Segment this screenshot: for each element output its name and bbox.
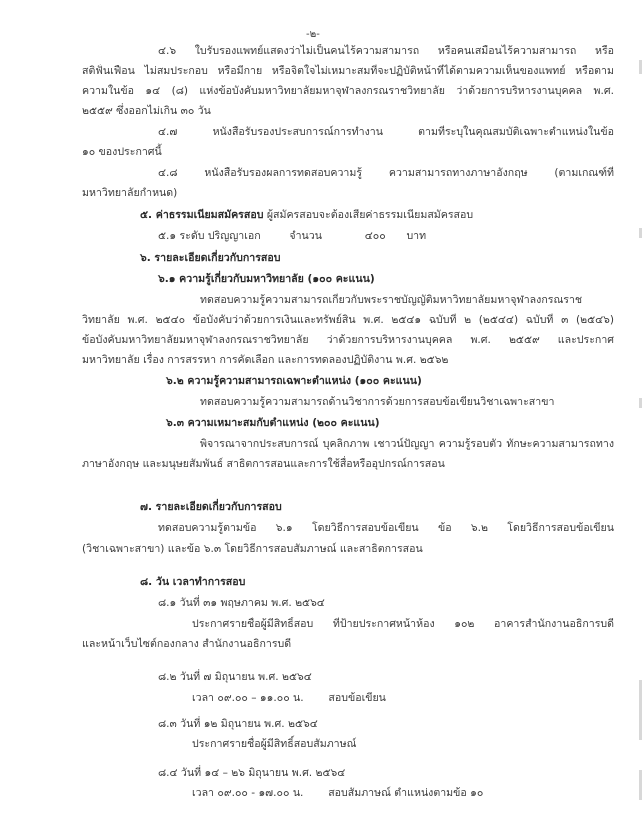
page-number: -๒-: [306, 29, 320, 40]
fee-item: [158, 229, 426, 243]
fee-currency: บาท: [406, 230, 427, 242]
item-4-6-line4: ๒๕๕๙ ซึ่งออกไม่เกิน ๓๐ วัน: [82, 105, 211, 117]
fee-amount-label: จำนวน: [289, 230, 322, 242]
section-6-3-line2: ภาษาอังกฤษ และมนุษยสัมพันธ์ สาธิตการสอนและการใช้สื่อหรืออุปกรณ์การสอน: [82, 458, 445, 470]
schedule-8-2-desc: สอบข้อเขียน: [328, 692, 386, 704]
section-5-text: ผู้สมัครสอบจะต้องเสียค่าธรรมเนียมสมัครสอบ: [266, 209, 474, 221]
scan-edge-mark: [639, 398, 642, 408]
schedule-8-2-date: ๘.๒ วันที่ ๗ มิถุนายน พ.ศ. ๒๕๖๔: [158, 671, 312, 683]
schedule-8-2-row: [192, 691, 386, 705]
schedule-8-4-desc: สอบสัมภาษณ์ ตำแหน่งตามข้อ ๑๐: [328, 787, 484, 799]
section-6-2-line1: ทดสอบความรู้ความสามารถด้านวิชาการด้วยการสอบข้อเขียนวิชาเฉพาะสาขา: [200, 396, 555, 408]
section-6-1-line3: ข้อบังคับมหาวิทยาลัยมหาจุฬาลงกรณราชวิทยาลัย ว่าด้วยการบริหารงานบุคคล พ.ศ. ๒๕๕๙ และประกาศ: [82, 334, 614, 346]
item-4-6-line1: ๔.๖ ใบรับรองแพทย์แสดงว่าไม่เป็นคนไร้ความสามารถ หรือคนเสมือนไร้ความสามารถ หรือ: [158, 45, 614, 57]
section-6-heading: ๖. รายละเอียดเกี่ยวกับการสอบ: [140, 252, 281, 264]
item-4-8-line2: มหาวิทยาลัยกำหนด): [82, 187, 178, 199]
section-5-heading: ๕. ค่าธรรมเนียมสมัครสอบ: [140, 209, 264, 221]
schedule-8-4-time: เวลา ๐๙.๐๐ - ๑๗.๐๐ น.: [192, 787, 304, 799]
section-6-1-line4: มหาวิทยาลัย เรื่อง การสรรหา การคัดเลือก และการทดลองปฏิบัติงาน พ.ศ. ๒๕๖๒: [82, 354, 449, 366]
schedule-8-3-line1: ประกาศรายชื่อผู้มีสิทธิ์สอบสัมภาษณ์: [192, 738, 357, 750]
section-6-1-line2: วิทยาลัย พ.ศ. ๒๕๔๐ ข้อบังคับว่าด้วยการเงินและทรัพย์สิน พ.ศ. ๒๕๔๑ ฉบับที่ ๒ (๒๕๔๔) ฉบับที่ ๓ (๒๕๔๖): [82, 314, 614, 326]
section-7-heading: ๗. รายละเอียดเกี่ยวกับการสอบ: [140, 501, 282, 513]
schedule-8-1-line2: และหน้าเว็บไซต์กองกลาง สำนักงานอธิการบดี: [82, 638, 292, 650]
scan-edge-mark: [639, 60, 642, 74]
section-6-1-line1: ทดสอบความรู้ความสามารถเกี่ยวกับพระราชบัญญัติมหาวิทยาลัยมหาจุฬาลงกรณราช: [200, 294, 583, 306]
schedule-8-2-time: เวลา ๐๙.๐๐ – ๑๑.๐๐ น.: [192, 692, 304, 704]
schedule-8-3-date: ๘.๓ วันที่ ๑๒ มิถุนายน พ.ศ. ๒๕๖๔: [158, 718, 318, 730]
scan-edge-mark: [639, 228, 642, 238]
section-7-line1: ทดสอบความรู้ตามข้อ ๖.๑ โดยวิธีการสอบข้อเขียน ข้อ ๖.๒ โดยวิธีการสอบข้อเขียน: [158, 522, 614, 534]
section-7-line2: (วิชาเฉพาะสาขา) และข้อ ๖.๓ โดยวิธีการสอบสัมภาษณ์ และสาธิตการสอน: [82, 543, 423, 555]
scan-edge-mark: [639, 770, 642, 800]
section-6-2-heading: ๖.๒ ความรู้ความสามารถเฉพาะตำแหน่ง (๑๐๐ คะแนน): [166, 375, 422, 387]
scan-edge-mark: [639, 680, 642, 740]
item-4-7-line2: ๑๐ ของประกาศนี้: [82, 146, 162, 158]
item-4-6-line2: สติฟั่นเฟือน ไม่สมประกอบ หรือมีกาย หรือจิตใจไม่เหมาะสมที่จะปฏิบัติหน้าที่ได้ตามความเห็นของแพทย์ หรือตาม: [82, 65, 614, 77]
schedule-8-4-row: [192, 786, 483, 800]
item-4-7-line1: ๔.๗ หนังสือรับรองประสบการณ์การทำงาน ตามที่ระบุในคุณสมบัติเฉพาะตำแหน่งในข้อ: [158, 126, 614, 138]
schedule-8-1-line1: ประกาศรายชื่อผู้มีสิทธิ์สอบ ที่ป้ายประกาศหน้าห้อง ๑๐๒ อาคารสำนักงานอธิการบดี: [192, 618, 614, 630]
schedule-8-1-date: ๘.๑ วันที่ ๓๑ พฤษภาคม พ.ศ. ๒๕๖๔: [158, 597, 325, 609]
section-6-3-line1: พิจารณาจากประสบการณ์ บุคลิกภาพ เชาวน์ปัญญา ความรู้รอบตัว ทักษะความสามารถทาง: [200, 438, 614, 450]
section-8-heading: ๘. วัน เวลาทำการสอบ: [140, 576, 246, 588]
schedule-8-4-date: ๘.๔ วันที่ ๑๔ – ๒๖ มิถุนายน พ.ศ. ๒๕๖๔: [158, 767, 346, 779]
fee-level: ๕.๑ ระดับ ปริญญาเอก: [158, 230, 261, 242]
fee-amount: ๔๐๐: [364, 230, 386, 242]
item-4-8-line1: ๔.๘ หนังสือรับรองผลการทดสอบความรู้ ความสามารถทางภาษาอังกฤษ (ตามเกณฑ์ที่: [158, 167, 614, 179]
section-6-3-heading: ๖.๓ ความเหมาะสมกับตำแหน่ง (๒๐๐ คะแนน): [166, 417, 380, 429]
section-5-heading-line: [140, 208, 473, 222]
item-4-6-line3: ความในข้อ ๑๔ (๘) แห่งข้อบังคับมหาวิทยาลัยมหาจุฬาลงกรณราชวิทยาลัย ว่าด้วยการบริหารงานบุคคล พ.ศ.: [82, 85, 614, 97]
section-6-1-heading: ๖.๑ ความรู้เกี่ยวกับมหาวิทยาลัย (๑๐๐ คะแนน): [158, 273, 375, 285]
